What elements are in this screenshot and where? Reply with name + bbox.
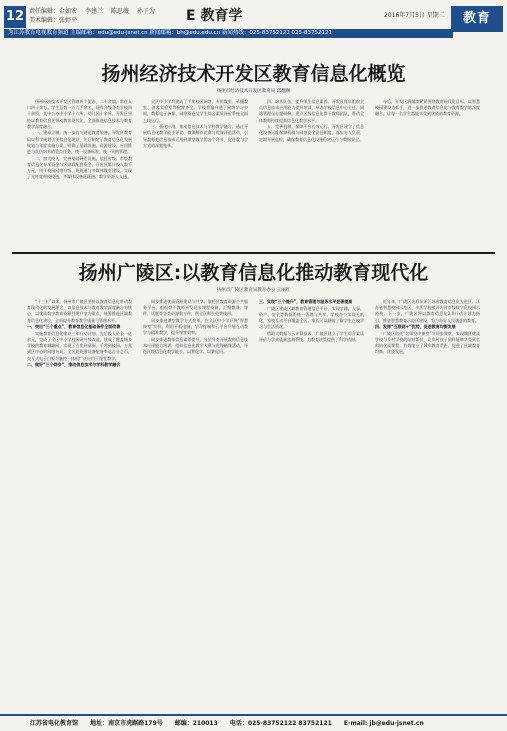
article2-column-4 [375, 299, 480, 711]
article2-paragraph: 广陵区建成区域教育管理信息平台，实现学籍、人事、资产、安全等数据的统一管理与共享，学校办公实现无纸化，家校互动平台覆盖全区，家长可以随时了解学生在校学习与生活情况。 [259, 305, 364, 330]
page-number: 12 [4, 6, 26, 28]
credit-item: 责任编辑：金如宏 [29, 8, 78, 15]
footer-info [30, 719, 434, 728]
article2-paragraph: 实施教育信息化建设三年行动计划，先后投入资金一亿余元，完成了全区中小学校园网升级改造，建成了覆盖城乡学校的教育城域网，实现了百兆到桌面、千兆到校园、万兆到区中心的网络布局。全区班班通设备配备率达百分之百，交互式电子白板与触控一体机广泛应用于课堂教学。 [27, 330, 132, 361]
footer-item: 电话：025-83752122 83752121 [229, 720, 332, 727]
footer-item: 江苏省电化教育馆 [30, 720, 79, 727]
article1-paragraph: 全区中小学均建成了千兆校园网络，专用教室、录播教室、创客实验室等配置齐全。学校普遍开通了网络学习空间，教师电子备课、网络阅卷及学生综合素质评价系统全面上线运行。 [143, 99, 248, 123]
article1-title: 扬州经济技术开发区教育信息化概览 [101, 63, 406, 85]
section-label: E 教育学 [186, 8, 243, 24]
page-header [4, 6, 503, 38]
article1-column-4 [375, 99, 480, 249]
page-footer [0, 714, 507, 728]
article2-paragraph: 同步推进课堂教学方式变革。在全区中小学开展“智慧课堂”实验，利用平板电脑、学习终端和云平台开展互动教学与精准教学，提升课堂效率。 [143, 318, 248, 336]
issue-date: 2016年7月5日 星期二 [384, 12, 445, 19]
article2-paragraph: 同步推进优质资源建设与共享。依托区教育资源公共服务平台，组织骨干教师开发同步课程资源，汇聚微课、课件、试题等各类资源数万件，供全区师生免费使用。 [143, 299, 248, 317]
credit-item: 孙子为 [136, 8, 155, 15]
article2-paragraph: 近年来，广陵区先后获评江苏省教育信息化先进区、江苏省智慧校园示范区，多所学校被评为省市级数字化校园示范校。下一步，广陵区将以教育信息化2.0行动计划为指引，推进智慧教育示范区建设，努力办好人民满意的教育。 [375, 299, 480, 323]
article1-paragraph: 扬州经济技术开发区管辖两个街办，二十余镇，常住人口四十余万。学生总数一万九千余名，现有各级各类学校四十余所，其中公办中小学十六所、幼儿园十余所。开发区坚持以教育信息化带动教育现代化，全面推进信息技术与教育教学深度融合。 [27, 99, 132, 129]
article2-paragraph: “十三五”以来，扬州市广陵区坚持以教育信息化带动教育现代化的发展理念，以信息技术与教育教学深度融合为核心，以优质数字教育资源共建共享为重点，统筹推进区域教育信息化建设，全面提升教育教学质量与管理水平。 [27, 299, 132, 323]
article1-paragraph: 三、强化应用，推动信息技术与学科教学融合。通过开展信息化教学能手评比、微课制作比赛与优课评选活动，引导教师把信息技术运用到课堂教学的各个环节，促进教与学方式的深刻变革。 [143, 124, 248, 148]
article2-section-heading: 三、实现“三个提升”，教育管理与服务水平显著提高 [259, 299, 353, 304]
article2-column-2 [143, 299, 248, 711]
article-divider [12, 252, 495, 254]
article2-byline: 扬州市广陵区教育局教育办公 王丽红 [216, 288, 291, 293]
article2-section-heading: 一、突出“三个重点”，教育信息化基础条件全面改善 [27, 324, 121, 330]
article1-column-1 [27, 99, 132, 249]
article2-paragraph: 借助大数据与云计算技术，广陵区建立了学生综合素质评价与学业质量监测系统，为教育决策提供了科学依据。 [259, 330, 364, 342]
article1-paragraph: 今后，开发区将继续紧紧围绕教育现代化目标，以智慧校园建设为抓手，进一步推进教育信息化与教育教学的深度融合，让每一名学生都能享受到优质的教育资源。 [375, 99, 480, 117]
contact-strip: 为江苏教育电视教育频道 主编邮箱：edu@edu-jsnet.cn 新闻邮箱：bh@edu.edu.cn 新闻热线：025-83752122 025-83752121 [4, 29, 453, 38]
article1-column-2 [143, 99, 248, 249]
article2-section-heading: 二、做好“三个同步”，推动信息技术与学科教学融合 [27, 362, 121, 368]
article2-column-1 [27, 299, 132, 711]
article1-paragraph: 一、建章立制，统一步伐与规范教育装备。开发区教育局以科学规划引领信息化建设，先后制定了教育信息化发展规划与年度实施方案，明确了基础设施、资源建设、应用推进与队伍培养的重点任务，统一设备标准，统一采购管理。 [27, 130, 132, 155]
article1-column-3 [259, 99, 364, 249]
article1-paragraph: 二、加大投入，完善基础硬件设施。依托省级、市级教育信息化专项资金与区财政配套资金，开发区累计投入数千万元，用于校园网络升级、班班通与多媒体教室建设，实现了光纤宽带校校通、多媒体设备班班通、教学资源人人通。 [27, 155, 132, 180]
article1-byline: 扬州市经济技术开发区教育局 邱翻顺 [216, 89, 291, 94]
editor-credits [29, 7, 161, 25]
article2-title: 扬州广陵区:以教育信息化推动教育现代化 [78, 262, 429, 284]
article1-paragraph: 五、完善机制，保障平台长效运行。开发区建立了信息化设备运维保障机制与网络安全责任制度，落实专人负责，定期开展巡检，确保教育信息化设施稳定运行与数据安全。 [259, 124, 364, 142]
credit-item: 陈思薇 [110, 8, 129, 15]
credit-item: 李建兰 [84, 8, 103, 15]
credit-item: 美术编辑：张婷平 [29, 17, 78, 24]
article1-paragraph: 四、培养队伍，提升师生信息素养。开发区每年组织全员信息技术应用能力提升培训，举办学校信息中心主任、网络管理员专题研修，建立区级信息化骨干教师团队，带动全体教师持续提高信息化教学水平。 [259, 99, 364, 123]
article2-paragraph: 同步推进教师信息素养提升。分层分类开展教师信息技术应用能力培训，组织信息化教学大赛与优课晒课活动，评选区级信息化教学能手，以赛促学、以赛促用。 [143, 337, 248, 355]
footer-item: 地址：南京市虎踞路179号 [90, 720, 163, 727]
footer-item: 邮编：210013 [174, 720, 218, 727]
footer-item: E-mail: jb@edu-jsnet.cn [343, 720, 424, 727]
masthead-logo: 教育 [451, 6, 503, 32]
article2-paragraph: 广陵区依托“名师空中课堂”与同步课堂，实现城区优质学校与乡村学校的结对帮扶，让乡村孩子同样能够享受到名师的优质课程，有效缩小了城乡教育差距，促进了区域教育均衡、优质发展。 [375, 330, 480, 355]
article2-column-3 [259, 299, 364, 711]
article2-section-heading: 四、发挥“互联网+”优势，促进教育均衡发展 [375, 324, 456, 330]
section-name [186, 6, 242, 26]
